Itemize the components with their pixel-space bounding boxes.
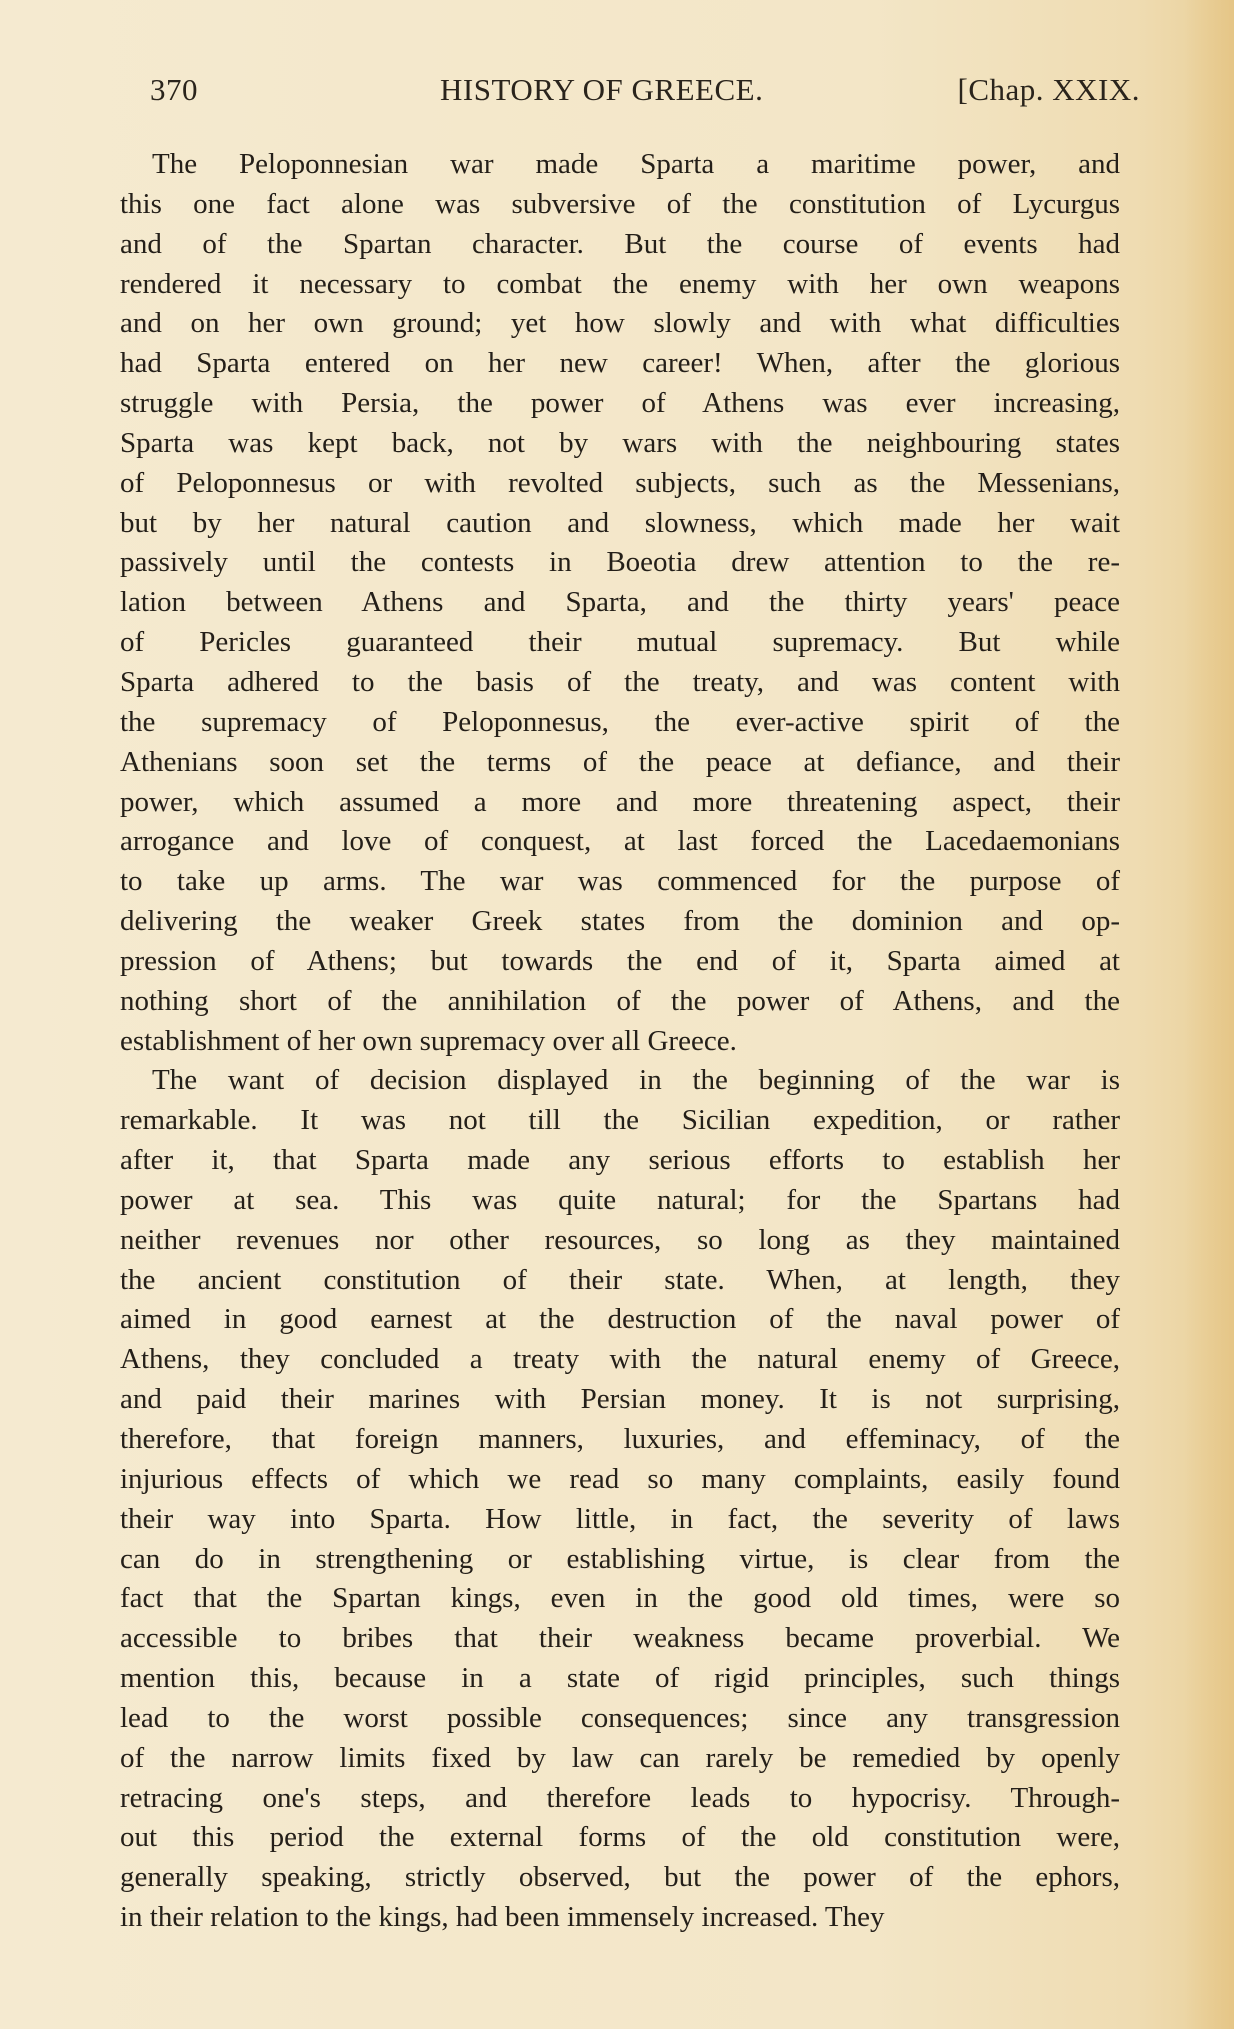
text-line: generally speaking, strictly observed, but the power of the ephors, bbox=[120, 1861, 1120, 1894]
text-line: lation between Athens and Sparta, and the thirty years' peace bbox=[120, 586, 1120, 619]
text-line: and of the Spartan character. But the course of events had bbox=[120, 227, 1120, 260]
text-line: struggle with Persia, the power of Athens was ever increasing, bbox=[120, 387, 1120, 420]
text-line: The Peloponnesian war made Sparta a maritime power, and bbox=[152, 148, 1120, 180]
text-line: The want of decision displayed in the beginning of the war is bbox=[152, 1064, 1120, 1097]
text-line: out this period the external forms of the old constitution were, bbox=[120, 1821, 1120, 1854]
text-line: the supremacy of Peloponnesus, the ever-active spirit of the bbox=[120, 705, 1120, 738]
text-line: had Sparta entered on her new career! When, after the glorious bbox=[120, 347, 1120, 380]
text-line: and paid their marines with Persian money. It is not surprising, bbox=[120, 1383, 1120, 1416]
text-line: Athenians soon set the terms of the peace at defiance, and their bbox=[120, 745, 1120, 778]
text-line: but by her natural caution and slowness, which made her wait bbox=[120, 506, 1120, 539]
text-line: of the narrow limits fixed by law can rarely be remedied by openly bbox=[120, 1741, 1120, 1774]
paragraph bbox=[120, 1061, 1120, 1938]
text-line: lead to the worst possible consequences; since any transgression bbox=[120, 1701, 1120, 1734]
text-line: accessible to bribes that their weakness became proverbial. We bbox=[120, 1622, 1120, 1655]
text-line: neither revenues nor other resources, so long as they maintained bbox=[120, 1223, 1120, 1256]
text-line: establishment of her own supremacy over all Greece. bbox=[120, 1024, 737, 1057]
text-line: therefore, that foreign manners, luxuries, and effeminacy, of the bbox=[120, 1423, 1120, 1455]
text-line: passively until the contests in Boeotia drew attention to the re- bbox=[120, 546, 1120, 579]
text-line: can do in strengthening or establishing virtue, is clear from the bbox=[120, 1542, 1120, 1575]
chapter-reference: [Chap. XXIX. bbox=[957, 72, 1140, 107]
text-line: aimed in good earnest at the destruction of the naval power of bbox=[120, 1303, 1120, 1336]
text-line: the ancient constitution of their state. When, at length, they bbox=[120, 1263, 1120, 1296]
text-line: power at sea. This was quite natural; for the Spartans had bbox=[120, 1183, 1120, 1216]
text-line: Athens, they concluded a treaty with the natural enemy of Greece, bbox=[120, 1343, 1120, 1376]
text-line: of Pericles guaranteed their mutual supremacy. But while bbox=[120, 626, 1120, 659]
text-line: pression of Athens; but towards the end of it, Sparta aimed at bbox=[120, 944, 1120, 977]
text-line: remarkable. It was not till the Sicilian expedition, or rather bbox=[120, 1104, 1120, 1137]
text-line: retracing one's steps, and therefore leads to hypocrisy. Through- bbox=[120, 1781, 1120, 1814]
text-line: delivering the weaker Greek states from the dominion and op- bbox=[120, 905, 1120, 938]
text-line: power, which assumed a more and more threatening aspect, their bbox=[120, 785, 1120, 818]
text-line: arrogance and love of conquest, at last forced the Lacedaemonians bbox=[120, 825, 1120, 858]
text-line: Sparta was kept back, not by wars with the neighbouring states bbox=[120, 426, 1120, 459]
page-edge-shading bbox=[1184, 0, 1234, 2029]
text-line: injurious effects of which we read so many complaints, easily found bbox=[120, 1462, 1120, 1495]
text-line: their way into Sparta. How little, in fact, the severity of laws bbox=[120, 1502, 1120, 1535]
page-number: 370 bbox=[150, 72, 198, 107]
text-line: and on her own ground; yet how slowly and with what difficulties bbox=[120, 307, 1120, 340]
paragraph bbox=[120, 145, 1120, 1061]
running-header bbox=[150, 72, 1140, 122]
body-text bbox=[120, 145, 1120, 1938]
text-line: of Peloponnesus or with revolted subjects, such as the Messenians, bbox=[120, 466, 1120, 499]
text-line: nothing short of the annihilation of the power of Athens, and the bbox=[120, 984, 1120, 1017]
text-line: this one fact alone was subversive of the constitution of Lycurgus bbox=[120, 187, 1120, 220]
text-line: after it, that Sparta made any serious efforts to establish her bbox=[120, 1144, 1120, 1177]
text-line: in their relation to the kings, had been immensely increased. They bbox=[120, 1901, 885, 1934]
text-line: rendered it necessary to combat the enemy with her own weapons bbox=[120, 267, 1120, 300]
text-line: mention this, because in a state of rigid principles, such things bbox=[120, 1662, 1120, 1695]
running-title: HISTORY OF GREECE. bbox=[440, 72, 764, 107]
text-line: Sparta adhered to the basis of the treaty, and was content with bbox=[120, 665, 1120, 698]
text-line: fact that the Spartan kings, even in the good old times, were so bbox=[120, 1582, 1120, 1615]
text-line: to take up arms. The war was commenced for the purpose of bbox=[120, 865, 1120, 898]
